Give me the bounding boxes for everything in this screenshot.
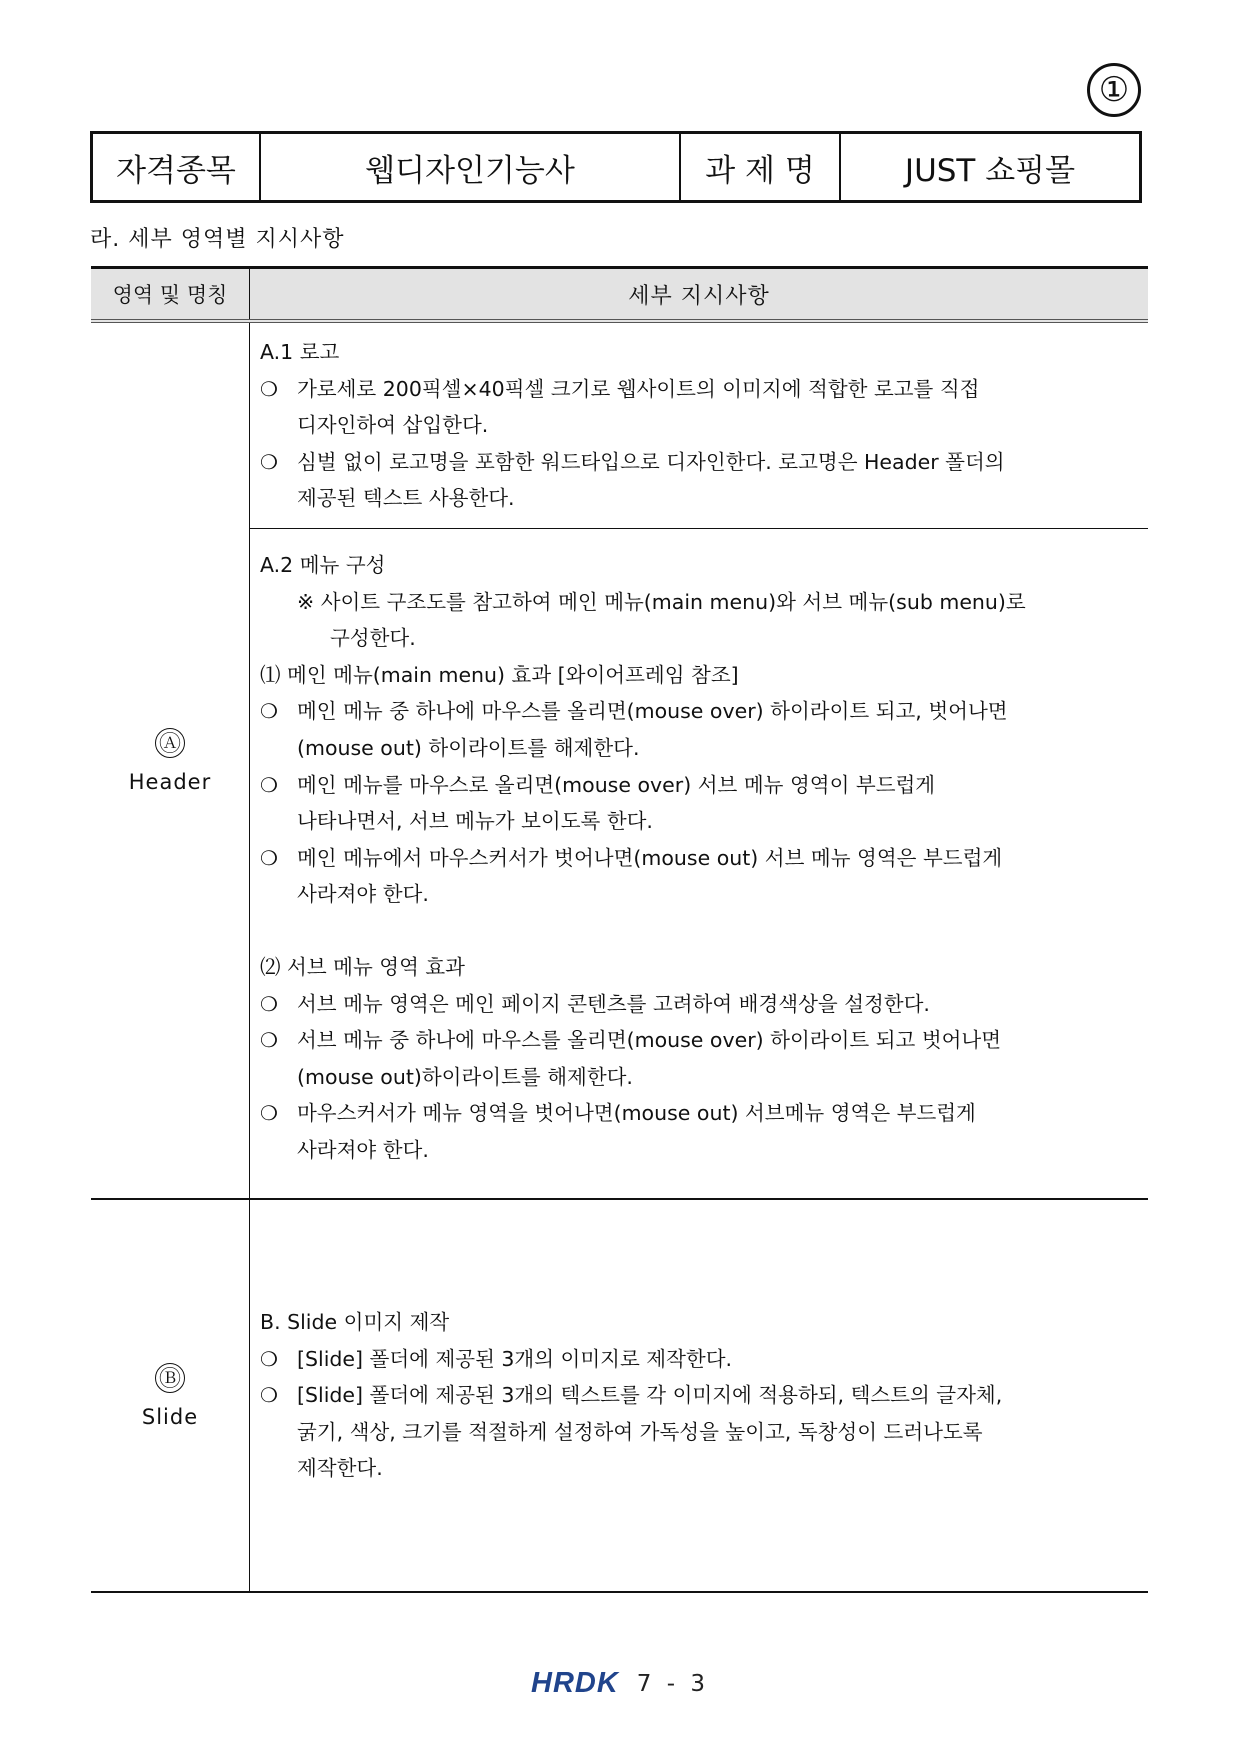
title-table xyxy=(90,131,1142,203)
list-item xyxy=(260,1095,1136,1132)
item-text: 가로세로 200픽셀×40픽셀 크기로 웹사이트의 이미지에 적합한 로고를 직접 xyxy=(297,376,980,401)
item-text: 메인 메뉴에서 마우스커서가 벗어나면(mouse out) 서브 메뉴 영역은 부드럽게 xyxy=(297,845,1003,870)
list-item xyxy=(260,444,1136,481)
label-task-name: 과 제 명 xyxy=(681,134,841,200)
area-mark-a: Ⓐ xyxy=(155,728,185,758)
block-title: A.2 메뉴 구성 xyxy=(260,552,386,577)
list-item xyxy=(260,1022,1136,1059)
header-detail: 세부 지시사항 xyxy=(628,283,770,309)
area-cell-slide xyxy=(91,1200,250,1591)
bullet-icon: ❍ xyxy=(260,845,278,870)
item-text-cont: 나타나면서, 서브 메뉴가 보이도록 한다. xyxy=(297,809,653,834)
page-number: 7 - 3 xyxy=(636,1670,709,1697)
table-row-slide xyxy=(91,1200,1148,1593)
note-text-cont: 구성한다. xyxy=(330,626,416,651)
item-text-cont: (mouse out)하이라이트를 해제한다. xyxy=(297,1064,633,1089)
area-name-slide: Slide xyxy=(141,1404,199,1429)
table-row-header xyxy=(91,323,1148,1200)
item-text-cont: 디자인하여 삽입한다. xyxy=(297,413,489,438)
item-text: 심벌 없이 로고명을 포함한 워드타입으로 디자인한다. 로고명은 Header 폴더의 xyxy=(297,449,1005,474)
detail-table xyxy=(91,266,1148,1593)
item-text: 메인 메뉴 중 하나에 마우스를 올리면(mouse over) 하이라이트 되고, 벗어나면 xyxy=(297,699,1008,724)
bullet-icon: ❍ xyxy=(260,699,278,724)
item-text: 메인 메뉴를 마우스로 올리면(mouse over) 서브 메뉴 영역이 부드럽게 xyxy=(297,772,936,797)
list-item xyxy=(260,1377,1136,1414)
header-area: 영역 및 명칭 xyxy=(91,269,250,319)
item-text: [Slide] 폴더에 제공된 3개의 텍스트를 각 이미지에 적용하되, 텍스트의 글자체, xyxy=(297,1383,1003,1408)
block-menu xyxy=(250,529,1148,1169)
item-text-cont: 사라져야 한다. xyxy=(297,1137,429,1162)
list-item xyxy=(260,693,1136,730)
list-item xyxy=(260,767,1136,804)
item-text: [Slide] 폴더에 제공된 3개의 이미지로 제작한다. xyxy=(297,1346,733,1371)
page-marker: ① xyxy=(1087,63,1141,117)
item-text: 마우스커서가 메뉴 영역을 벗어나면(mouse out) 서브메뉴 영역은 부드럽게 xyxy=(297,1101,976,1126)
block-logo xyxy=(250,323,1148,529)
area-cell-header xyxy=(91,323,250,1198)
bullet-icon: ❍ xyxy=(260,1101,278,1126)
area-mark-b: Ⓑ xyxy=(155,1363,185,1393)
list-item xyxy=(260,1341,1136,1378)
table-header xyxy=(91,266,1148,323)
list-item xyxy=(260,371,1136,408)
section-heading: 라. 세부 영역별 지시사항 xyxy=(90,227,345,252)
item-text-cont: 굵기, 색상, 크기를 적절하게 설정하여 가독성을 높이고, 독창성이 드러나도록 xyxy=(297,1419,983,1444)
bullet-icon: ❍ xyxy=(260,1383,278,1408)
list-item xyxy=(260,986,1136,1023)
item-text-cont: 제공된 텍스트 사용한다. xyxy=(297,486,515,511)
bullet-icon: ❍ xyxy=(260,1346,278,1371)
subsection-title: ⑵ 서브 메뉴 영역 효과 xyxy=(260,954,465,979)
bullet-icon: ❍ xyxy=(260,449,278,474)
detail-cell-slide xyxy=(250,1200,1148,1591)
detail-cell-header xyxy=(250,323,1148,1198)
hrdk-logo: HRDK xyxy=(531,1667,619,1699)
value-qualification: 웹디자인기능사 xyxy=(261,134,681,200)
bullet-icon: ❍ xyxy=(260,772,278,797)
footer xyxy=(0,1667,1240,1700)
label-qualification: 자격종목 xyxy=(93,134,261,200)
list-item xyxy=(260,840,1136,877)
block-title: B. Slide 이미지 제작 xyxy=(260,1310,450,1335)
block-slide xyxy=(250,1304,1148,1487)
bullet-icon: ❍ xyxy=(260,376,278,401)
item-text-cont: 제작한다. xyxy=(297,1456,383,1481)
item-text: 서브 메뉴 영역은 메인 페이지 콘텐츠를 고려하여 배경색상을 설정한다. xyxy=(297,991,930,1016)
note-text: ※ 사이트 구조도를 참고하여 메인 메뉴(main menu)와 서브 메뉴(sub menu)로 xyxy=(297,589,1026,614)
item-text: 서브 메뉴 중 하나에 마우스를 올리면(mouse over) 하이라이트 되고 벗어나면 xyxy=(297,1028,1002,1053)
item-text-cont: 사라져야 한다. xyxy=(297,882,429,907)
bullet-icon: ❍ xyxy=(260,991,278,1016)
value-task-name: JUST 쇼핑몰 xyxy=(904,152,1076,189)
item-text-cont: (mouse out) 하이라이트를 해제한다. xyxy=(297,735,640,760)
subsection-title: ⑴ 메인 메뉴(main menu) 효과 [와이어프레임 참조] xyxy=(260,662,739,687)
bullet-icon: ❍ xyxy=(260,1028,278,1053)
area-name-header: Header xyxy=(128,769,212,794)
block-title: A.1 로고 xyxy=(260,340,340,364)
